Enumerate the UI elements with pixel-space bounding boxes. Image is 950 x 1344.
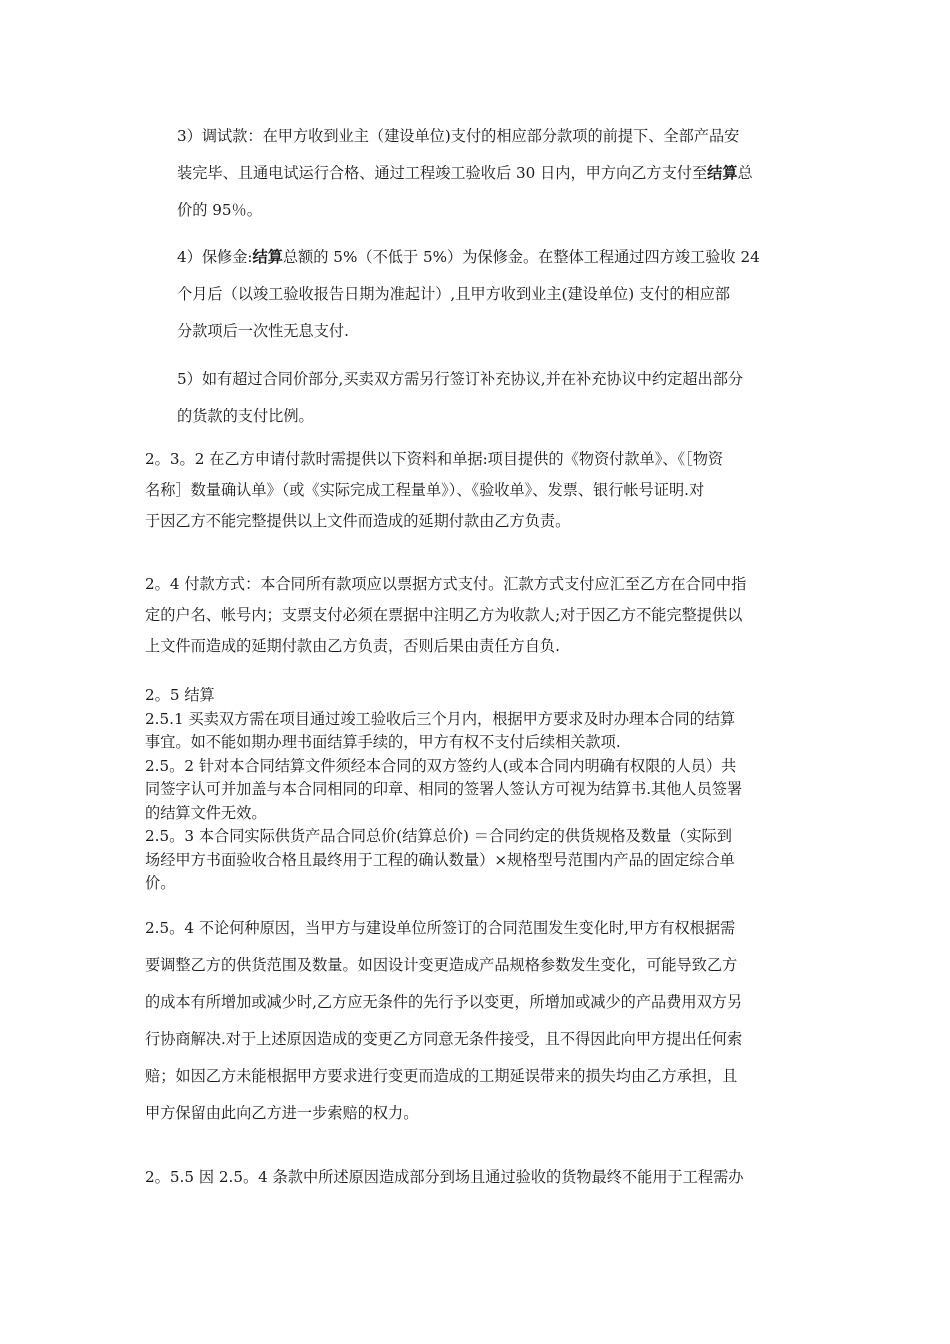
text-line: 同签字认可并加盖与本合同相同的印章、相同的签署人签认方可视为结算书.其他人员签署: [145, 780, 743, 798]
text-run: 总: [737, 164, 753, 182]
highlight-term: 结算: [252, 248, 283, 266]
text-line: 价的 95％。: [177, 201, 262, 219]
text-line: 要调整乙方的供货范围及数量。如因设计变更造成产品规格参数发生变化，可能导致乙方: [145, 956, 738, 974]
text-line: 的成本有所增加或减少时,乙方应无条件的先行予以变更，所增加或减少的产品费用双方另: [145, 993, 743, 1011]
text-line: 2.5。2 针对本合同结算文件须经本合同的双方签约人(或本合同内明确有权限的人员）共: [145, 756, 737, 775]
text-line: 于因乙方不能完整提供以上文件而造成的延期付款由乙方负责。: [145, 512, 571, 530]
clause-2-3-2-documents: [145, 444, 723, 537]
clause-2-4-payment-method: [145, 569, 746, 662]
text-line: 场经甲方书面验收合格且最终用于工程的确认数量）×规格型号范围内产品的固定综合单: [145, 850, 735, 869]
text-line: 3）调试款：在甲方收到业主（建设单位)支付的相应部分款项的前提下、全部产品安: [177, 127, 740, 145]
text-line: [177, 155, 753, 192]
text-line: 定的户名、帐号内；支票支付必须在票据中注明乙方为收款人;对于因乙方不能完整提供以: [145, 606, 743, 624]
text-line: 2。4 付款方式：本合同所有款项应以票据方式支付。汇款方式支付应汇至乙方在合同中指: [145, 575, 747, 593]
text-line: 赔；如因乙方未能根据甲方要求进行变更而造成的工期延误带来的损失均由乙方承担，且: [145, 1067, 738, 1085]
text-line: 行协商解决.对于上述原因造成的变更乙方同意无条件接受，且不得因此向甲方提出任何索: [145, 1030, 743, 1048]
clause-4-warranty: [177, 239, 760, 350]
text-line: 2。3。2 在乙方申请付款时需提供以下资料和单据:项目提供的《物资付款单》、《［物资: [145, 450, 724, 468]
text-line: 上文件而造成的延期付款由乙方负责，否则后果由责任方自负.: [145, 637, 560, 655]
text-line: 2。5.5 因 2.5。4 条款中所述原因造成部分到场且通过验收的货物最终不能用于工程需办: [145, 1168, 744, 1186]
text-line: 2.5.1 买卖双方需在项目通过竣工验收后三个月内，根据甲方要求及时办理本合同的结算: [145, 709, 736, 728]
clause-5-excess: [177, 361, 743, 435]
clause-2-5-settlement: [145, 684, 742, 896]
text-line: 个月后（以竣工验收报告日期为准起计）,且甲方收到业主(建设单位) 支付的相应部: [177, 285, 731, 303]
text-line: 价。: [145, 874, 176, 892]
text-line: 分款项后一次性无息支付.: [177, 322, 349, 340]
text-line: 5）如有超过合同价部分,买卖双方需另行签订补充协议,并在补充协议中约定超出部分: [177, 370, 744, 388]
text-line: 2.5。3 本合同实际供货产品合同总价(结算总价) ＝合同约定的供货规格及数量（实际到: [145, 827, 732, 845]
text-run: 装完毕、且通电试运行合格、通过工程竣工验收后 30 日内，甲方向乙方支付至: [177, 164, 708, 182]
text-run: 4）保修金:: [177, 248, 253, 266]
text-line: 的结算文件无效。: [145, 803, 267, 822]
text-line: 名称］数量确认单》（或《实际完成工程量单》）、《验收单》、发票、银行帐号证明.对: [145, 481, 705, 499]
clause-3-debug-payment: [177, 118, 753, 229]
text-line: 事宜。如不能如期办理书面结算手续的，甲方有权不支付后续相关款项.: [145, 733, 621, 751]
text-line: 的货款的支付比例。: [177, 407, 314, 425]
section-heading: 2。5 结算: [145, 686, 215, 704]
text-line: 2.5。4 不论何种原因，当甲方与建设单位所签订的合同范围发生变化时,甲方有权根据需: [145, 919, 736, 937]
clause-2-5-4-scope-change: [145, 910, 742, 1132]
text-run: 总额的 5%（不低于 5%）为保修金。在整体工程通过四方竣工验收 24: [282, 248, 760, 266]
text-line: 甲方保留由此向乙方进一步索赔的权力。: [145, 1104, 419, 1122]
clause-2-5-5-unused-goods: [145, 1159, 744, 1196]
highlight-term: 结算: [707, 164, 738, 182]
text-line: [177, 239, 760, 276]
